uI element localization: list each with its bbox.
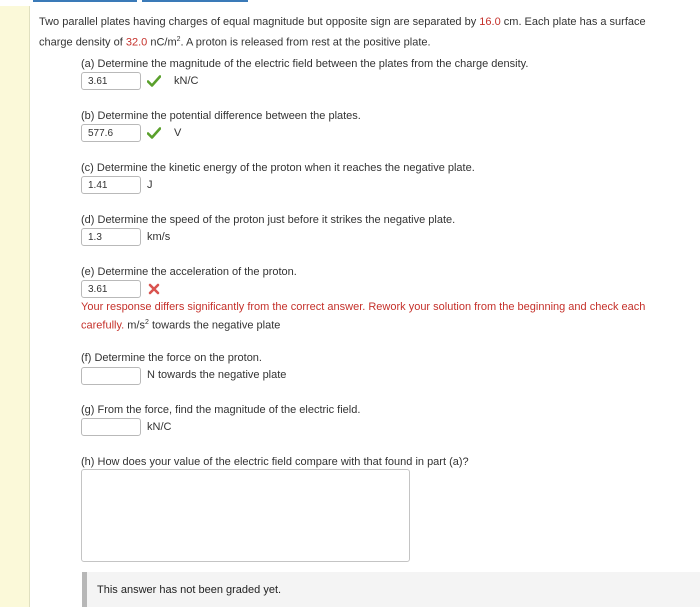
incorrect-x-icon	[148, 283, 160, 295]
separation-value: 16.0	[479, 16, 501, 28]
part-e-unit: m/s	[124, 319, 145, 332]
part-g-answer-field[interactable]	[81, 418, 141, 436]
part-e-unit-direction: towards the negative plate	[148, 319, 281, 332]
part-c-question: (c) Determine the kinetic energy of the proton when it reaches the negative plate.	[81, 162, 475, 174]
part-f-answer-field[interactable]	[81, 367, 141, 385]
problem-text: . A proton is released from rest at the positive plate.	[180, 36, 431, 49]
unit-exponent: 2	[176, 36, 181, 43]
part-e-feedback-end: carefully.	[81, 319, 125, 332]
correct-check-icon	[147, 127, 161, 139]
grading-status-text: This answer has not been graded yet.	[97, 584, 282, 596]
tab-indicator-1[interactable]	[33, 0, 137, 2]
part-c-answer-field[interactable]: 1.41	[81, 176, 141, 194]
part-a-answer-field[interactable]: 3.61	[81, 72, 141, 90]
part-e-feedback: Your response differs significantly from the correct answer. Rework your solution from the beginning and check each	[81, 301, 646, 313]
part-c-unit: J	[147, 179, 153, 191]
part-a-question: (a) Determine the magnitude of the electric field between the plates from the charge density.	[81, 58, 529, 70]
part-e-feedback-line-2	[81, 319, 280, 332]
part-g-unit: kN/C	[147, 421, 172, 433]
part-f-question: (f) Determine the force on the proton.	[81, 352, 262, 364]
problem-text: charge density of	[39, 36, 126, 49]
correct-check-icon	[147, 75, 161, 87]
part-e-answer-field[interactable]: 3.61	[81, 280, 141, 298]
part-d-answer-field[interactable]: 1.3	[81, 228, 141, 246]
part-a-unit: kN/C	[174, 75, 199, 87]
unit-text: nC/m	[147, 36, 177, 49]
problem-line-2	[39, 36, 431, 49]
unit-exponent: 2	[144, 319, 149, 326]
part-d-question: (d) Determine the speed of the proton just before it strikes the negative plate.	[81, 214, 456, 226]
grading-status-box	[82, 572, 700, 607]
problem-text: Two parallel plates having charges of equal magnitude but opposite sign are separated by	[39, 16, 480, 28]
part-b-question: (b) Determine the potential difference between the plates.	[81, 110, 361, 122]
part-h-answer-textarea[interactable]	[81, 469, 410, 562]
question-panel	[30, 6, 700, 607]
problem-text: cm. Each plate has a surface	[500, 16, 646, 28]
part-g-question: (g) From the force, find the magnitude of the electric field.	[81, 404, 361, 416]
part-b-unit: V	[174, 127, 182, 139]
left-margin-strip	[0, 6, 30, 607]
part-d-unit: km/s	[147, 231, 171, 243]
part-f-unit: N towards the negative plate	[147, 369, 287, 381]
problem-line-1	[39, 16, 646, 28]
part-h-question: (h) How does your value of the electric field compare with that found in part (a)?	[81, 456, 469, 468]
tab-indicator-2[interactable]	[142, 0, 248, 2]
part-b-answer-field[interactable]: 577.6	[81, 124, 141, 142]
charge-density-value: 32.0	[125, 36, 148, 49]
part-e-question: (e) Determine the acceleration of the proton.	[81, 266, 297, 278]
